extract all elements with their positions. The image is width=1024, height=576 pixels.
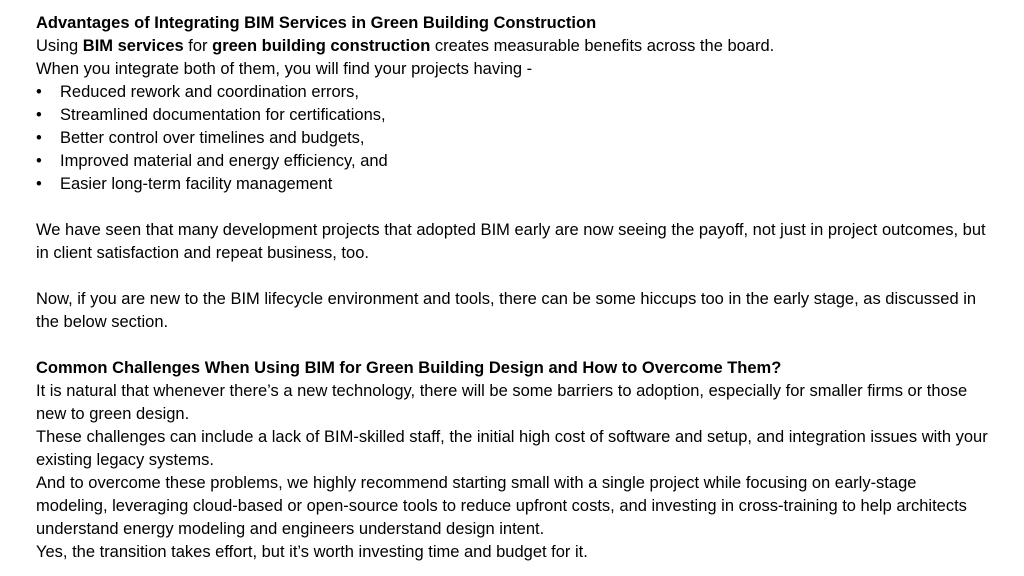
section-heading-challenges: Common Challenges When Using BIM for Green Building Design and How to Overcome Them? [36,359,782,377]
spacer [36,334,992,357]
challenges-paragraph-3: And to overcome these problems, we highly recommend starting small with a single project while focusing on early-stage modeling, leveraging cloud-based or open-source tools to reduce upfront costs, and investing in cross-training to help architects understand energy modeling and engineers understand design intent. [36,474,967,538]
bullet-icon: • [36,129,42,147]
challenges-paragraph-1: It is natural that whenever there’s a new technology, there will be some barriers to adoption, especially for smaller firms or those new to green design. [36,382,968,423]
list-item-text: Easier long-term facility management [60,175,333,193]
bullet-icon: • [36,106,42,124]
list-item-text: Reduced rework and coordination errors, [60,83,359,101]
bullet-icon: • [36,83,42,101]
intro-prefix: Using [36,37,83,55]
bullet-icon: • [36,175,42,193]
lead-line: When you integrate both of them, you will find your projects having - [36,60,533,78]
list-item-text: Improved material and energy efficiency, and [60,152,388,170]
benefits-list [36,81,992,196]
intro-line [36,35,992,58]
green-building-term: green building construction [212,37,431,55]
hiccups-paragraph: Now, if you are new to the BIM lifecycle environment and tools, there can be some hiccups too in the early stage, as discussed in the below section. [36,290,977,331]
document-body [36,12,992,564]
challenges-paragraph-2: These challenges can include a lack of BIM-skilled staff, the initial high cost of software and setup, and integration issues with your existing legacy systems. [36,428,988,469]
list-item-text: Streamlined documentation for certifications, [60,106,386,124]
list-item [36,173,992,196]
challenges-paragraph-4: Yes, the transition takes effort, but it’s worth investing time and budget for it. [36,543,588,561]
spacer [36,196,992,219]
payoff-paragraph: We have seen that many development projects that adopted BIM early are now seeing the payoff, not just in project outcomes, but in client satisfaction and repeat business, too. [36,221,986,262]
bim-services-term: BIM services [82,37,184,55]
intro-middle: for [183,37,213,55]
list-item [36,81,992,104]
section-heading-advantages: Advantages of Integrating BIM Services in Green Building Construction [36,14,597,32]
list-item [36,104,992,127]
intro-suffix: creates measurable benefits across the board. [430,37,775,55]
list-item [36,127,992,150]
spacer [36,265,992,288]
bullet-icon: • [36,152,42,170]
list-item [36,150,992,173]
list-item-text: Better control over timelines and budgets, [60,129,365,147]
